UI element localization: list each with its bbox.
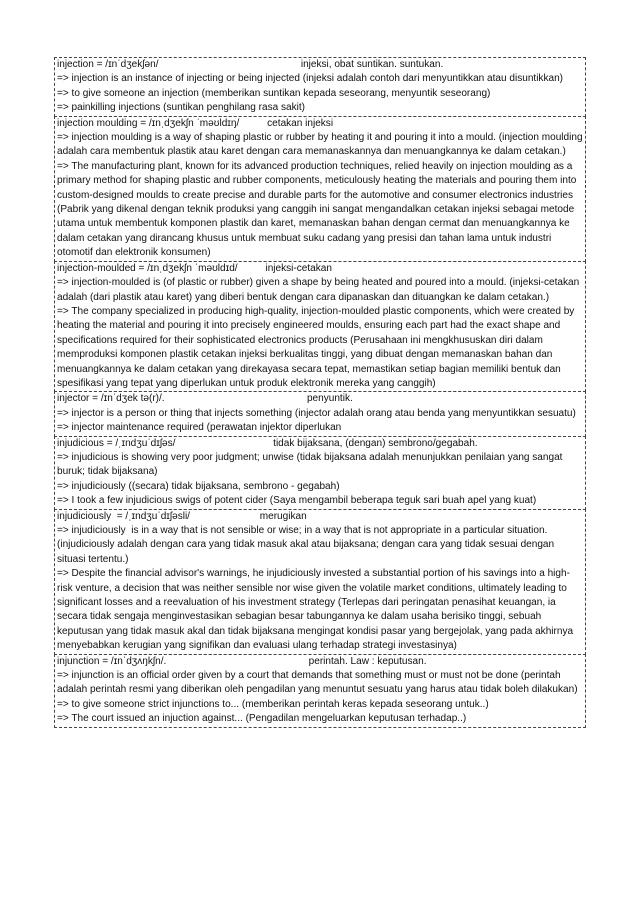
example-line: => The court issued an injuction against... (Pengadilan mengeluarkan keputusan terhadap..): [57, 713, 467, 725]
headword-line: injunction = /ɪnˈdʒʌŋkʃn/. perintah. Law : keputusan.: [57, 655, 427, 667]
definition-line: => injection-moulded is (of plastic or rubber) given a shape by being heated and poured into a mould. (injeksi-cetakan adalah (dari plastik atau karet) yang diberi bentuk dengan cara dipanaskan dan dituangkan ke dalam cetakan.): [57, 277, 582, 303]
example-line: => to give someone an injection (memberikan suntikan kepada seseorang, menyuntik seseorang): [57, 87, 491, 99]
headword-line: injector = /ɪnˈdʒek tə(r)/. penyuntik.: [57, 393, 353, 405]
entry-injudicious: [54, 436, 586, 510]
example-line: => injudiciously ((secara) tidak bijaksana, sembrono - gegabah): [57, 480, 340, 492]
example-line: => to give someone strict injunctions to... (memberikan perintah keras kepada seseorang untuk..): [57, 698, 489, 710]
example-line: => I took a few injudicious swigs of potent cider (Saya mengambil beberapa teguk sari buah apel yang kuat): [57, 495, 537, 507]
entry-injunction: [54, 654, 586, 728]
dictionary-page: [54, 58, 586, 728]
example-line: => painkilling injections (suntikan penghilang rasa sakit): [57, 102, 305, 114]
headword-line: injection-moulded = /ɪnˌdʒekʃn ˈməʊldɪd/ injeksi-cetakan: [57, 262, 332, 274]
example-line: => Despite the financial advisor's warnings, he injudiciously invested a substantial portion of his savings into a high-risk venture, a decision that was neither sensible nor wise given the volatile market conditions, ultimately leading to significant losses and a reevaluation of his investment strategy (Terlepas dari peringatan penasihat keuangan, ia secara tidak sengaja menginvestasikan sebagian besar tabungannya ke dalam usaha berisiko tinggi, sebuah keputusan yang tidak masuk akal dan tidak bijaksana mengingat kondisi pasar yang bergejolak, yang pada akhirnya menyebabkan kerugian yang signifikan dan evaluasi ulang terhadap strategi investasinya): [57, 568, 576, 652]
entry-injection-moulding: [54, 116, 586, 262]
entry-injection: [54, 57, 586, 117]
example-line: => The manufacturing plant, known for its advanced production techniques, relied heavily on injection moulding as a primary method for shaping plastic and rubber components, meticulously heating the materials and pouring them into custom-designed moulds to create precise and durable parts for the automotive and consumer electronics industries (Pabrik yang dikenal dengan teknik produksi yang canggih ini sangat mengandalkan cetakan injeksi sebagai metode utama untuk membentuk komponen plastik dan karet, memanaskan bahan dengan cermat dan menuangkannya ke dalam cetakan yang dirancang khusus untuk membuat suku cadang yang presisi dan tahan lama untuk industri otomotif dan elektronik konsumen): [57, 160, 580, 259]
headword-line: injection = /ɪnˈdʒekʃən/ injeksi, obat suntikan. suntukan.: [57, 59, 444, 70]
definition-line: => injection moulding is a way of shaping plastic or rubber by heating it and pouring it into a mould. (injection moulding adalah cara membentuk plastik atau karet dengan cara memanaskannya dan menuangkannya ke dalam cetakan.): [57, 132, 586, 158]
definition-line: => injunction is an official order given by a court that demands that something must or must not be done (perintah adalah perintah resmi yang diberikan oleh pengadilan yang menuntut sesuatu yang harus atau tidak boleh dilakukan): [57, 670, 578, 696]
definition-line: => injudiciously is in a way that is not sensible or wise; in a way that is not appropriate in a particular situation. (injudiciously adalah dengan cara yang tidak masuk akal atau bijaksana; dengan cara yang tidak sesuai dengan situasi tertentu.): [57, 525, 557, 565]
definition-line: => injudicious is showing very poor judgment; unwise (tidak bijaksana adalah menunjukkan penilaian yang sangat buruk; tidak bijaksana): [57, 451, 566, 478]
example-line: => injector maintenance required (perawatan injektor diperlukan: [57, 422, 342, 434]
entry-injection-moulded: [54, 261, 586, 393]
example-line: => The company specialized in producing high-quality, injection-moulded plastic components, which were created by heating the material and pouring it into precisely engineered moulds, ensuring each part had the exact shape and specifications required for their sophisticated electronics products (Perusahaan ini mengkhususkan diri dalam memproduksi komponen plastik cetakan injeksi berkualitas tinggi, yang dibuat dengan memanaskan bahan dan menuangkannya ke dalam cetakan yang direkayasa secara tepat, memastikan setiap bagian memiliki bentuk dan spesifikasi yang tepat yang diperlukan untuk produk elektronik mereka yang canggih): [57, 305, 578, 389]
headword-line: injection moulding = /ɪnˌdʒekʃn ˈməʊldɪŋ/ cetakan injeksi: [57, 117, 334, 129]
headword-line: injudicious = /ˌɪndʒuˈdɪʃəs/ tidak bijaksana, (dengan) sembrono/gegabah.: [57, 437, 478, 449]
definition-line: => injector is a person or thing that injects something (injector adalah orang atau benda yang menyuntikkan sesuatu): [57, 407, 576, 419]
entry-injudiciously: [54, 509, 586, 655]
entry-injector: [54, 391, 586, 436]
headword-line: injudiciously = /ˌɪndʒuˈdɪʃəsli/ merugikan: [57, 510, 307, 522]
definition-line: => injection is an instance of injecting or being injected (injeksi adalah contoh dari menyuntikkan atau disuntikkan): [57, 73, 563, 85]
